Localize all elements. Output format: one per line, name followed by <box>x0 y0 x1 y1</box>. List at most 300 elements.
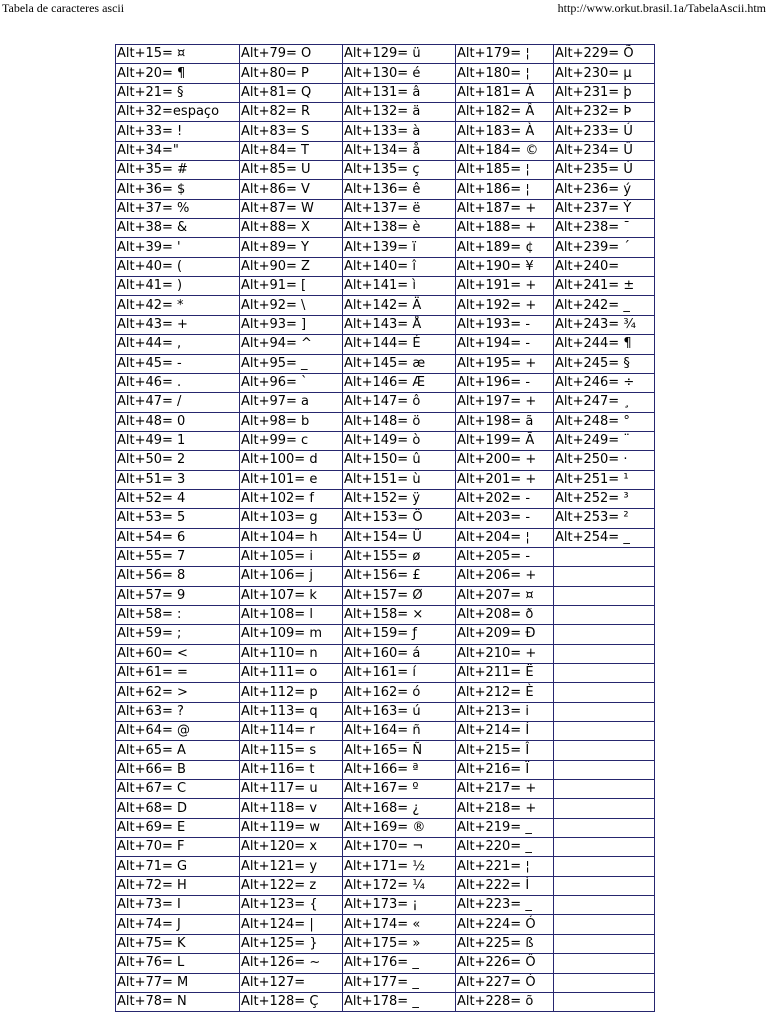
print-header <box>0 0 768 16</box>
table-cell: Alt+44= , <box>116 335 240 354</box>
table-cell: Alt+186= ¦ <box>456 180 554 199</box>
table-cell: Alt+239= ´ <box>554 238 655 257</box>
table-cell <box>554 605 655 624</box>
table-cell: Alt+21= § <box>116 83 240 102</box>
table-cell: Alt+101= e <box>240 470 343 489</box>
table-cell: Alt+191= + <box>456 277 554 296</box>
table-cell: Alt+68= D <box>116 799 240 818</box>
table-cell: Alt+243= ¾ <box>554 315 655 334</box>
table-cell: Alt+143= Å <box>343 315 456 334</box>
table-cell: Alt+34=" <box>116 141 240 160</box>
table-cell: Alt+124= | <box>240 915 343 934</box>
table-cell: Alt+225= ß <box>456 934 554 953</box>
table-cell: Alt+138= è <box>343 219 456 238</box>
table-cell: Alt+206= + <box>456 567 554 586</box>
table-cell: Alt+126= ~ <box>240 954 343 973</box>
table-cell: Alt+127= <box>240 973 343 992</box>
table-cell: Alt+236= ý <box>554 180 655 199</box>
table-cell: Alt+144= É <box>343 335 456 354</box>
table-row <box>116 915 655 934</box>
table-row <box>116 741 655 760</box>
table-cell: Alt+150= û <box>343 451 456 470</box>
table-cell: Alt+207= ¤ <box>456 586 554 605</box>
table-cell: Alt+164= ñ <box>343 722 456 741</box>
table-cell: Alt+190= ¥ <box>456 257 554 276</box>
table-cell: Alt+247= ¸ <box>554 393 655 412</box>
table-cell: Alt+248= ° <box>554 412 655 431</box>
table-cell: Alt+151= ù <box>343 470 456 489</box>
table-cell: Alt+168= ¿ <box>343 799 456 818</box>
table-cell <box>554 954 655 973</box>
table-cell: Alt+184= © <box>456 141 554 160</box>
table-cell: Alt+99= c <box>240 431 343 450</box>
ascii-table-container <box>115 44 655 1024</box>
table-cell: Alt+105= i <box>240 547 343 566</box>
table-row <box>116 644 655 663</box>
table-cell: Alt+74= J <box>116 915 240 934</box>
table-cell: Alt+97= a <box>240 393 343 412</box>
table-cell: Alt+204= ¦ <box>456 528 554 547</box>
table-cell: Alt+89= Y <box>240 238 343 257</box>
table-cell: Alt+178= _ <box>343 992 456 1011</box>
table-row <box>116 296 655 315</box>
table-cell: Alt+185= ¦ <box>456 161 554 180</box>
table-cell: Alt+167= º <box>343 780 456 799</box>
table-row <box>116 354 655 373</box>
table-cell: Alt+219= _ <box>456 818 554 837</box>
table-cell: Alt+38= & <box>116 219 240 238</box>
table-row <box>116 702 655 721</box>
table-row <box>116 489 655 508</box>
table-cell: Alt+54= 6 <box>116 528 240 547</box>
table-cell: Alt+58= : <box>116 605 240 624</box>
table-cell <box>554 992 655 1011</box>
table-cell: Alt+64= @ <box>116 722 240 741</box>
table-cell: Alt+163= ú <box>343 702 456 721</box>
table-cell: Alt+132= ä <box>343 103 456 122</box>
table-cell: Alt+51= 3 <box>116 470 240 489</box>
table-cell: Alt+181= Á <box>456 83 554 102</box>
table-cell: Alt+50= 2 <box>116 451 240 470</box>
table-row <box>116 257 655 276</box>
table-cell: Alt+40= ( <box>116 257 240 276</box>
table-cell: Alt+147= ô <box>343 393 456 412</box>
table-cell: Alt+140= î <box>343 257 456 276</box>
table-row <box>116 722 655 741</box>
table-row <box>116 857 655 876</box>
table-cell <box>554 702 655 721</box>
table-cell: Alt+82= R <box>240 103 343 122</box>
table-cell: Alt+128= Ç <box>240 992 343 1011</box>
table-row <box>116 335 655 354</box>
table-cell: Alt+254= _ <box>554 528 655 547</box>
table-cell: Alt+94= ^ <box>240 335 343 354</box>
table-row <box>116 122 655 141</box>
table-cell <box>554 547 655 566</box>
table-cell: Alt+162= ó <box>343 683 456 702</box>
table-cell <box>554 973 655 992</box>
table-cell: Alt+65= A <box>116 741 240 760</box>
table-cell: Alt+120= x <box>240 838 343 857</box>
table-cell: Alt+112= p <box>240 683 343 702</box>
table-cell: Alt+41= ) <box>116 277 240 296</box>
table-cell: Alt+155= ø <box>343 547 456 566</box>
table-row <box>116 896 655 915</box>
table-row <box>116 219 655 238</box>
table-cell: Alt+242= _ <box>554 296 655 315</box>
table-cell <box>554 644 655 663</box>
table-cell: Alt+15= ¤ <box>116 45 240 64</box>
table-cell <box>554 625 655 644</box>
table-row <box>116 103 655 122</box>
table-cell <box>554 876 655 895</box>
table-cell: Alt+245= § <box>554 354 655 373</box>
table-cell: Alt+237= Ý <box>554 199 655 218</box>
table-cell: Alt+123= { <box>240 896 343 915</box>
table-cell: Alt+86= V <box>240 180 343 199</box>
table-cell: Alt+69= E <box>116 818 240 837</box>
table-cell: Alt+57= 9 <box>116 586 240 605</box>
table-cell: Alt+158= × <box>343 605 456 624</box>
document-url: http://www.orkut.brasil.1a/TabelaAscii.htm <box>557 1 766 15</box>
table-cell: Alt+107= k <box>240 586 343 605</box>
table-cell: Alt+229= Õ <box>554 45 655 64</box>
table-cell: Alt+232= Þ <box>554 103 655 122</box>
table-cell: Alt+199= Ã <box>456 431 554 450</box>
table-row <box>116 605 655 624</box>
table-cell: Alt+108= l <box>240 605 343 624</box>
table-row <box>116 567 655 586</box>
table-cell: Alt+136= ê <box>343 180 456 199</box>
table-cell: Alt+145= æ <box>343 354 456 373</box>
table-cell: Alt+137= ë <box>343 199 456 218</box>
table-cell: Alt+80= P <box>240 64 343 83</box>
table-row <box>116 238 655 257</box>
table-cell: Alt+133= à <box>343 122 456 141</box>
table-cell <box>554 934 655 953</box>
table-cell: Alt+195= + <box>456 354 554 373</box>
document-title: Tabela de caracteres ascii <box>2 1 125 15</box>
table-cell: Alt+209= Ð <box>456 625 554 644</box>
table-cell: Alt+202= - <box>456 489 554 508</box>
table-cell: Alt+79= O <box>240 45 343 64</box>
table-row <box>116 973 655 992</box>
table-cell <box>554 586 655 605</box>
table-cell: Alt+244= ¶ <box>554 335 655 354</box>
table-row <box>116 180 655 199</box>
table-cell <box>554 857 655 876</box>
table-row <box>116 838 655 857</box>
table-cell: Alt+226= Ô <box>456 954 554 973</box>
table-cell: Alt+235= Ù <box>554 161 655 180</box>
table-cell: Alt+193= - <box>456 315 554 334</box>
table-cell: Alt+175= » <box>343 934 456 953</box>
table-row <box>116 373 655 392</box>
table-cell: Alt+43= + <box>116 315 240 334</box>
table-cell: Alt+37= % <box>116 199 240 218</box>
table-cell: Alt+240= <box>554 257 655 276</box>
table-row <box>116 470 655 489</box>
table-cell: Alt+117= u <box>240 780 343 799</box>
table-cell: Alt+148= ö <box>343 412 456 431</box>
table-cell: Alt+249= ¨ <box>554 431 655 450</box>
table-cell: Alt+63= ? <box>116 702 240 721</box>
table-cell: Alt+194= - <box>456 335 554 354</box>
table-row <box>116 277 655 296</box>
table-cell: Alt+215= Î <box>456 741 554 760</box>
table-cell: Alt+223= _ <box>456 896 554 915</box>
table-cell: Alt+173= ¡ <box>343 896 456 915</box>
table-cell: Alt+35= # <box>116 161 240 180</box>
table-cell: Alt+139= ï <box>343 238 456 257</box>
table-row <box>116 528 655 547</box>
table-row <box>116 876 655 895</box>
table-row <box>116 451 655 470</box>
table-cell: Alt+188= + <box>456 219 554 238</box>
table-cell: Alt+81= Q <box>240 83 343 102</box>
table-cell: Alt+213= i <box>456 702 554 721</box>
table-cell: Alt+93= ] <box>240 315 343 334</box>
table-cell: Alt+77= M <box>116 973 240 992</box>
table-cell <box>554 760 655 779</box>
table-row <box>116 141 655 160</box>
table-cell: Alt+76= L <box>116 954 240 973</box>
table-cell: Alt+121= y <box>240 857 343 876</box>
table-cell: Alt+180= ¦ <box>456 64 554 83</box>
table-row <box>116 199 655 218</box>
table-cell: Alt+252= ³ <box>554 489 655 508</box>
table-cell: Alt+149= ò <box>343 431 456 450</box>
table-cell: Alt+142= Ä <box>343 296 456 315</box>
table-row <box>116 664 655 683</box>
table-cell: Alt+92= \ <box>240 296 343 315</box>
table-cell: Alt+78= N <box>116 992 240 1011</box>
table-cell: Alt+218= + <box>456 799 554 818</box>
table-cell: Alt+210= + <box>456 644 554 663</box>
table-cell: Alt+59= ; <box>116 625 240 644</box>
table-cell: Alt+88= X <box>240 219 343 238</box>
table-cell: Alt+172= ¼ <box>343 876 456 895</box>
table-cell: Alt+73= I <box>116 896 240 915</box>
table-cell: Alt+90= Z <box>240 257 343 276</box>
table-row <box>116 315 655 334</box>
table-row <box>116 683 655 702</box>
table-row <box>116 547 655 566</box>
table-cell: Alt+20= ¶ <box>116 64 240 83</box>
table-cell: Alt+32=espaço <box>116 103 240 122</box>
table-cell <box>554 896 655 915</box>
table-cell: Alt+91= [ <box>240 277 343 296</box>
table-cell: Alt+161= í <box>343 664 456 683</box>
table-cell: Alt+171= ½ <box>343 857 456 876</box>
table-cell: Alt+217= + <box>456 780 554 799</box>
table-row <box>116 625 655 644</box>
table-cell: Alt+87= W <box>240 199 343 218</box>
table-cell: Alt+135= ç <box>343 161 456 180</box>
table-cell: Alt+216= Ï <box>456 760 554 779</box>
table-cell: Alt+165= Ñ <box>343 741 456 760</box>
table-cell <box>554 664 655 683</box>
table-row <box>116 83 655 102</box>
table-cell: Alt+114= r <box>240 722 343 741</box>
table-cell: Alt+246= ÷ <box>554 373 655 392</box>
table-cell: Alt+98= b <box>240 412 343 431</box>
table-cell: Alt+36= $ <box>116 180 240 199</box>
table-cell: Alt+166= ª <box>343 760 456 779</box>
table-cell: Alt+104= h <box>240 528 343 547</box>
table-cell: Alt+250= · <box>554 451 655 470</box>
table-cell: Alt+49= 1 <box>116 431 240 450</box>
table-cell: Alt+141= ì <box>343 277 456 296</box>
table-cell: Alt+201= + <box>456 470 554 489</box>
table-cell: Alt+85= U <box>240 161 343 180</box>
table-row <box>116 934 655 953</box>
table-row <box>116 992 655 1011</box>
table-row <box>116 760 655 779</box>
table-cell <box>554 915 655 934</box>
table-cell: Alt+200= + <box>456 451 554 470</box>
table-cell: Alt+72= H <box>116 876 240 895</box>
table-cell: Alt+221= ¦ <box>456 857 554 876</box>
table-cell: Alt+131= â <box>343 83 456 102</box>
table-cell: Alt+109= m <box>240 625 343 644</box>
table-cell: Alt+203= - <box>456 509 554 528</box>
table-cell: Alt+220= _ <box>456 838 554 857</box>
table-row <box>116 780 655 799</box>
table-cell: Alt+211= Ë <box>456 664 554 683</box>
table-cell <box>554 799 655 818</box>
table-cell: Alt+118= v <box>240 799 343 818</box>
table-cell <box>554 683 655 702</box>
ascii-table <box>115 44 655 1012</box>
table-cell: Alt+159= ƒ <box>343 625 456 644</box>
table-cell: Alt+71= G <box>116 857 240 876</box>
table-cell: Alt+39= ' <box>116 238 240 257</box>
table-cell: Alt+70= F <box>116 838 240 857</box>
table-cell: Alt+222= Ì <box>456 876 554 895</box>
table-cell: Alt+130= é <box>343 64 456 83</box>
table-cell: Alt+83= S <box>240 122 343 141</box>
table-cell: Alt+183= À <box>456 122 554 141</box>
table-cell: Alt+52= 4 <box>116 489 240 508</box>
table-cell: Alt+84= T <box>240 141 343 160</box>
table-row <box>116 412 655 431</box>
table-cell: Alt+122= z <box>240 876 343 895</box>
table-cell: Alt+45= - <box>116 354 240 373</box>
table-cell: Alt+116= t <box>240 760 343 779</box>
table-cell: Alt+33= ! <box>116 122 240 141</box>
table-row <box>116 64 655 83</box>
table-cell: Alt+60= < <box>116 644 240 663</box>
table-cell <box>554 722 655 741</box>
table-cell: Alt+228= õ <box>456 992 554 1011</box>
table-cell: Alt+214= Í <box>456 722 554 741</box>
table-cell: Alt+96= ` <box>240 373 343 392</box>
table-cell: Alt+67= C <box>116 780 240 799</box>
table-cell: Alt+227= Ò <box>456 973 554 992</box>
table-cell <box>554 838 655 857</box>
table-cell: Alt+100= d <box>240 451 343 470</box>
table-row <box>116 509 655 528</box>
table-cell: Alt+103= g <box>240 509 343 528</box>
table-cell: Alt+192= + <box>456 296 554 315</box>
table-cell: Alt+153= Ö <box>343 509 456 528</box>
table-cell: Alt+251= ¹ <box>554 470 655 489</box>
table-cell: Alt+230= µ <box>554 64 655 83</box>
table-cell: Alt+48= 0 <box>116 412 240 431</box>
table-row <box>116 161 655 180</box>
table-row <box>116 45 655 64</box>
table-row <box>116 431 655 450</box>
table-row <box>116 586 655 605</box>
table-cell: Alt+208= ð <box>456 605 554 624</box>
table-cell: Alt+187= + <box>456 199 554 218</box>
table-cell: Alt+61= = <box>116 664 240 683</box>
table-cell: Alt+46= . <box>116 373 240 392</box>
table-cell: Alt+154= Ü <box>343 528 456 547</box>
table-cell: Alt+253= ² <box>554 509 655 528</box>
table-cell: Alt+157= Ø <box>343 586 456 605</box>
table-cell: Alt+238= ¯ <box>554 219 655 238</box>
table-cell: Alt+106= j <box>240 567 343 586</box>
table-cell: Alt+42= * <box>116 296 240 315</box>
table-cell: Alt+231= þ <box>554 83 655 102</box>
table-cell <box>554 567 655 586</box>
table-cell <box>554 741 655 760</box>
table-cell: Alt+66= B <box>116 760 240 779</box>
table-cell: Alt+198= ã <box>456 412 554 431</box>
table-cell: Alt+170= ¬ <box>343 838 456 857</box>
table-cell: Alt+224= Ó <box>456 915 554 934</box>
table-cell: Alt+75= K <box>116 934 240 953</box>
table-cell: Alt+233= Ú <box>554 122 655 141</box>
table-cell: Alt+197= + <box>456 393 554 412</box>
table-cell: Alt+115= s <box>240 741 343 760</box>
ascii-table-body <box>116 45 655 1012</box>
table-cell: Alt+110= n <box>240 644 343 663</box>
table-cell: Alt+102= f <box>240 489 343 508</box>
table-cell: Alt+125= } <box>240 934 343 953</box>
table-cell: Alt+119= w <box>240 818 343 837</box>
table-cell: Alt+95= _ <box>240 354 343 373</box>
table-cell: Alt+47= / <box>116 393 240 412</box>
table-cell: Alt+212= È <box>456 683 554 702</box>
table-cell: Alt+234= Û <box>554 141 655 160</box>
table-cell: Alt+174= « <box>343 915 456 934</box>
table-cell: Alt+169= ® <box>343 818 456 837</box>
table-cell: Alt+134= å <box>343 141 456 160</box>
table-cell: Alt+196= - <box>456 373 554 392</box>
table-cell: Alt+189= ¢ <box>456 238 554 257</box>
table-cell: Alt+160= á <box>343 644 456 663</box>
table-cell: Alt+176= _ <box>343 954 456 973</box>
table-cell: Alt+55= 7 <box>116 547 240 566</box>
table-cell: Alt+146= Æ <box>343 373 456 392</box>
table-cell: Alt+156= £ <box>343 567 456 586</box>
table-cell: Alt+241= ± <box>554 277 655 296</box>
table-cell: Alt+152= ÿ <box>343 489 456 508</box>
table-cell: Alt+62= > <box>116 683 240 702</box>
table-cell <box>554 780 655 799</box>
table-row <box>116 818 655 837</box>
table-cell: Alt+53= 5 <box>116 509 240 528</box>
table-cell: Alt+113= q <box>240 702 343 721</box>
table-cell: Alt+205= - <box>456 547 554 566</box>
table-cell: Alt+177= _ <box>343 973 456 992</box>
table-cell: Alt+179= ¦ <box>456 45 554 64</box>
table-cell: Alt+56= 8 <box>116 567 240 586</box>
table-cell <box>554 818 655 837</box>
